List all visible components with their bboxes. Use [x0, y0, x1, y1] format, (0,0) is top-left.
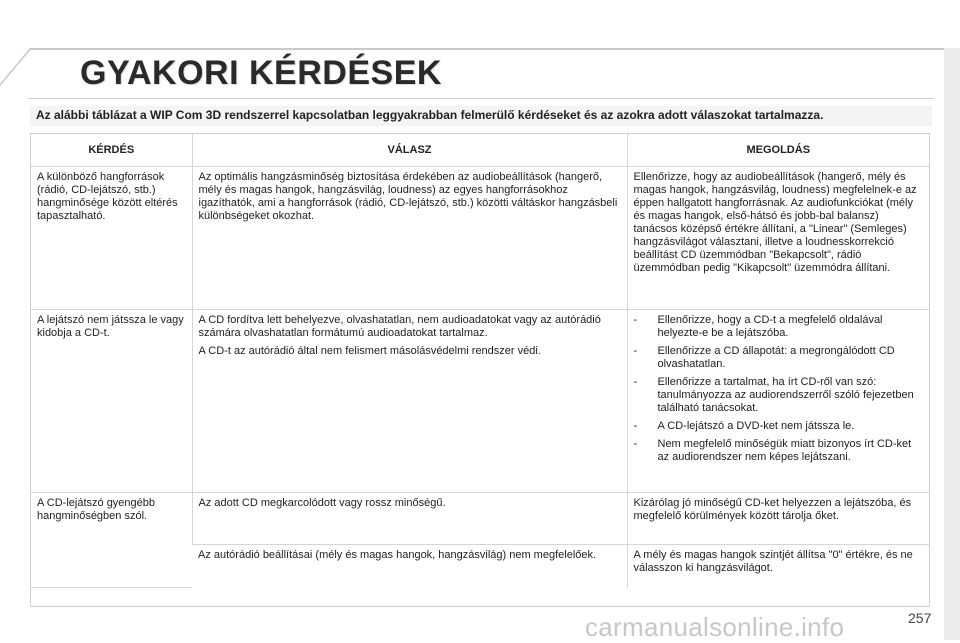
- table-row: [31, 167, 929, 310]
- list-item: - Nem megfelelő minőségük miatt bizonyos írt CD-ket az audiorendszer nem képes lejátszani.: [634, 438, 924, 464]
- table-row: [31, 493, 929, 545]
- page-number: 257: [904, 610, 935, 626]
- list-item: - A CD-lejátszó a DVD-ket nem játssza le.: [634, 420, 924, 433]
- faq-table: [30, 133, 930, 607]
- question-cell: A CD-lejátszó gyengébb hangminőségben szól.: [31, 493, 192, 588]
- list-item: - Ellenőrizze a CD állapotát: a megrongálódott CD olvashatatlan.: [634, 345, 924, 371]
- answer-cell: A CD fordítva lett behelyezve, olvashatatlan, nem audioadatokat vagy az autórádió számára olvashatatlan formátumú audioadatokat tartalmaz. A CD-t az autórádió által nem felismert másolásvédelmi rendszer védi.: [192, 310, 627, 493]
- table-header-row: [31, 134, 929, 167]
- list-item: - Ellenőrizze, hogy a CD-t a megfelelő oldalával helyezte-e be a lejátszóba.: [634, 314, 924, 340]
- question-cell: A különböző hangforrások (rádió, CD-lejátszó, stb.) hangminősége között eltérés tapasztalható.: [31, 167, 192, 310]
- header-solution: MEGOLDÁS: [627, 134, 929, 167]
- header-corner-decoration: [0, 48, 74, 92]
- answer-cell: Az autórádió beállításai (mély és magas hangok, hangzásvilág) nem megfelelőek.: [198, 549, 597, 561]
- intro-text: Az alábbi táblázat a WIP Com 3D rendszerrel kapcsolatban leggyakrabban felmerülő kérdéseket és az azokra adott válaszokat tartalmazza.: [36, 108, 824, 122]
- header-line: [70, 48, 945, 50]
- solution-cell: [627, 310, 929, 493]
- page-title: GYAKORI KÉRDÉSEK: [80, 54, 442, 92]
- list-item: - Ellenőrizze a tartalmat, ha írt CD-ről van szó: tanulmányozza az audiorendszerről szóló fejezetben található tanácsokat.: [634, 376, 924, 415]
- solution-cell: A mély és magas hangok szintjét állítsa "0" értékre, és ne válasszon ki hangzásvilágot.: [627, 545, 929, 588]
- header-question: KÉRDÉS: [31, 134, 192, 167]
- table-row: [31, 310, 929, 493]
- question-cell: A lejátszó nem játssza le vagy kidobja a CD-t.: [31, 310, 192, 493]
- page-edge-bar: [944, 48, 960, 640]
- answer-cell: Az adott CD megkarcolódott vagy rossz minőségű.: [192, 493, 627, 545]
- solution-cell: Ellenőrizze, hogy az audiobeállítások (hangerő, mély és magas hangok, hangzásvilág, loudness) megfelelnek-e az éppen hallgatott hangforrásnak. Az audiofunkciókat (mély és magas hangok, első-hátsó és jobb-bal balansz) tanácsos középső értékre állítani, a "Linear" (Semleges) hangzásvilágot választani, illetve a loudnesskorrekció beállítást CD üzemmódban "Bekapcsolt", rádió üzemmódban pedig "Kikapcsolt" üzemmódra állítani.: [627, 167, 929, 310]
- header-answer: VÁLASZ: [192, 134, 627, 167]
- solution-cell: Kizárólag jó minőségű CD-ket helyezzen a lejátszóba, és megfelelő körülmények között tárolja őket.: [627, 493, 929, 545]
- answer-cell: Az optimális hangzásminőség biztosítása érdekében az audiobeállítások (hangerő, mély és magas hangok, hangzásvilág, loudness) az egyes hangforrásokhoz igazíthatók, ami a hangforrások (rádió, CD-lejátszó, stb.) közötti váltáskor hangzásbeli különbségeket okozhat.: [192, 167, 627, 310]
- solution-list: [634, 314, 924, 464]
- title-divider: [28, 98, 934, 99]
- watermark: carmanualsonline.info: [585, 612, 845, 642]
